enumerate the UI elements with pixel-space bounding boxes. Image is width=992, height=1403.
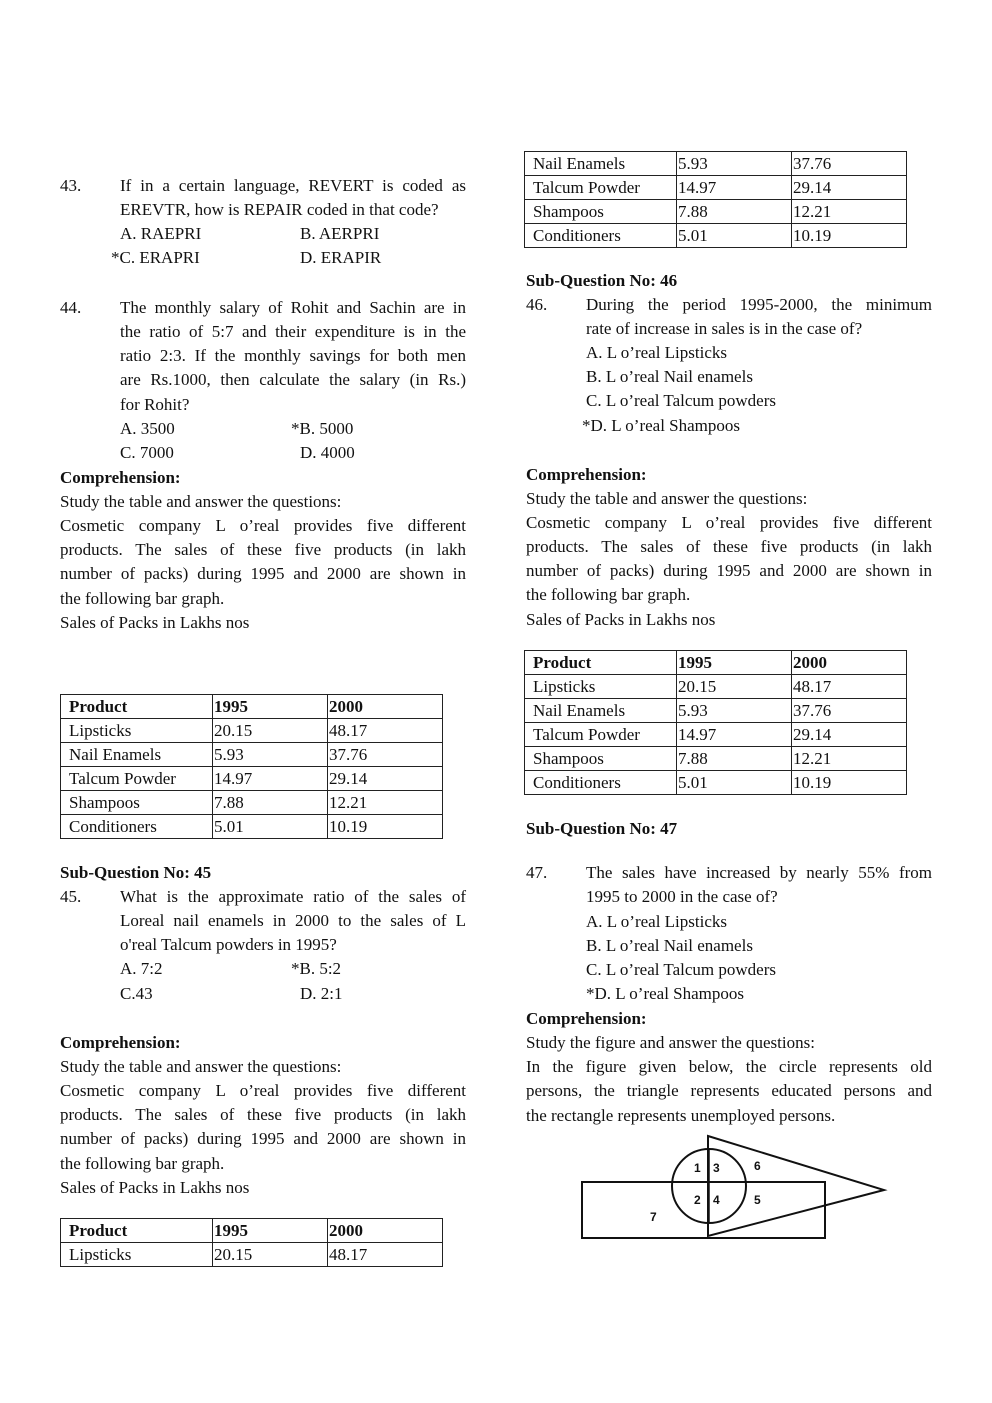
region-label-7: 7 bbox=[650, 1210, 657, 1224]
table-header-row bbox=[61, 1219, 443, 1243]
table-cell: 29.14 bbox=[792, 176, 907, 200]
table-header-1995: 1995 bbox=[213, 695, 328, 719]
q43-line-1: If in a certain language, REVERT is coded as bbox=[120, 176, 466, 195]
figure-comprehension-heading: Comprehension: bbox=[526, 1009, 647, 1028]
table-row bbox=[525, 675, 907, 699]
q47-line-2: 1995 to 2000 in the case of? bbox=[586, 887, 778, 906]
table-cell: 5.01 bbox=[677, 224, 792, 248]
q47-option-b: B. L o’real Nail enamels bbox=[586, 936, 753, 955]
region-label-2: 2 bbox=[694, 1193, 701, 1207]
table-row bbox=[61, 743, 443, 767]
region-label-5: 5 bbox=[754, 1193, 761, 1207]
comprehension-para-2: products. The sales of these five products (in lakh bbox=[60, 1105, 466, 1124]
table-cell: 20.15 bbox=[213, 719, 328, 743]
figure-comprehension-para-2: persons, the triangle represents educated persons and bbox=[526, 1081, 932, 1100]
q45-option-c: C.43 bbox=[120, 984, 153, 1003]
comprehension-para-1: Cosmetic company L o’real provides five different bbox=[60, 1081, 466, 1100]
table-cell: Nail Enamels bbox=[525, 699, 677, 723]
table-cell: 14.97 bbox=[677, 176, 792, 200]
table-cell: Talcum Powder bbox=[525, 723, 677, 747]
q45-option-a: A. 7:2 bbox=[120, 959, 163, 978]
table-cell: Nail Enamels bbox=[525, 152, 677, 176]
q43-number: 43. bbox=[60, 176, 82, 195]
q44-option-b: *B. 5000 bbox=[291, 419, 354, 438]
q46-option-d: *D. L o’real Shampoos bbox=[582, 416, 741, 435]
table-cell: Talcum Powder bbox=[61, 767, 213, 791]
table-row bbox=[525, 152, 907, 176]
comprehension-study: Study the table and answer the questions: bbox=[526, 489, 808, 508]
table-cell: 20.15 bbox=[677, 675, 792, 699]
table-row bbox=[525, 200, 907, 224]
table-cell: Lipsticks bbox=[61, 1243, 213, 1267]
table-cell: Conditioners bbox=[525, 771, 677, 795]
comprehension-heading: Comprehension: bbox=[60, 1033, 181, 1052]
q45-line-1: What is the approximate ratio of the sales of bbox=[120, 887, 466, 906]
table-header-row bbox=[525, 651, 907, 675]
table-row bbox=[525, 771, 907, 795]
comprehension-para-3: number of packs) during 1995 and 2000 are shown in bbox=[60, 1129, 466, 1148]
q46-line-1: During the period 1995-2000, the minimum bbox=[586, 295, 932, 314]
table-cell: Lipsticks bbox=[61, 719, 213, 743]
table-header-2000: 2000 bbox=[328, 1219, 443, 1243]
q47-subheading: Sub-Question No: 47 bbox=[526, 819, 678, 838]
q44-option-d: D. 4000 bbox=[300, 443, 355, 462]
q44-option-a: A. 3500 bbox=[120, 419, 175, 438]
table-cell: Nail Enamels bbox=[61, 743, 213, 767]
table-cell: 5.93 bbox=[677, 699, 792, 723]
table-cell: Lipsticks bbox=[525, 675, 677, 699]
q43-option-a: A. RAEPRI bbox=[120, 224, 202, 243]
table-cell: 48.17 bbox=[792, 675, 907, 699]
table-caption: Sales of Packs in Lakhs nos bbox=[60, 1178, 250, 1197]
comprehension-para-4: the following bar graph. bbox=[60, 589, 225, 608]
q44-option-c: C. 7000 bbox=[120, 443, 174, 462]
table-row bbox=[61, 815, 443, 839]
q46-subheading: Sub-Question No: 46 bbox=[526, 271, 678, 290]
triangle-shape bbox=[708, 1136, 884, 1236]
table-header-2000: 2000 bbox=[328, 695, 443, 719]
table-cell: 37.76 bbox=[792, 699, 907, 723]
q46-option-a: A. L o’real Lipsticks bbox=[586, 343, 727, 362]
table-cell: Shampoos bbox=[525, 200, 677, 224]
q45-number: 45. bbox=[60, 887, 82, 906]
sales-table bbox=[524, 650, 907, 795]
q43-option-b: B. AERPRI bbox=[300, 224, 380, 243]
table-cell: 12.21 bbox=[792, 200, 907, 224]
sales-table bbox=[60, 694, 443, 839]
q43-line-2: EREVTR, how is REPAIR coded in that code? bbox=[120, 200, 439, 219]
table-cell: 48.17 bbox=[328, 1243, 443, 1267]
q46-option-b: B. L o’real Nail enamels bbox=[586, 367, 753, 386]
table-cell: 10.19 bbox=[792, 771, 907, 795]
region-label-3: 3 bbox=[713, 1161, 720, 1175]
table-cell: Talcum Powder bbox=[525, 176, 677, 200]
table-cell: 5.01 bbox=[677, 771, 792, 795]
table-cell: 7.88 bbox=[677, 747, 792, 771]
q47-option-a: A. L o’real Lipsticks bbox=[586, 912, 727, 931]
table-row bbox=[61, 767, 443, 791]
comprehension-heading: Comprehension: bbox=[60, 468, 181, 487]
comprehension-para-3: number of packs) during 1995 and 2000 are shown in bbox=[60, 564, 466, 583]
figure-comprehension-para-1: In the figure given below, the circle represents old bbox=[526, 1057, 932, 1076]
q46-line-2: rate of increase in sales is in the case of? bbox=[586, 319, 863, 338]
venn-figure bbox=[578, 1132, 890, 1244]
table-row bbox=[525, 176, 907, 200]
q44-number: 44. bbox=[60, 298, 82, 317]
table-caption: Sales of Packs in Lakhs nos bbox=[60, 613, 250, 632]
sales-table-fragment bbox=[60, 1218, 460, 1268]
comprehension-study: Study the table and answer the questions: bbox=[60, 492, 342, 511]
comprehension-para-2: products. The sales of these five products (in lakh bbox=[60, 540, 466, 559]
q43-option-c: *C. ERAPRI bbox=[111, 248, 200, 267]
table-row bbox=[525, 723, 907, 747]
q47-line-1: The sales have increased by nearly 55% from bbox=[586, 863, 932, 882]
q45-line-3: o'real Talcum powders in 1995? bbox=[120, 935, 337, 954]
region-label-6: 6 bbox=[754, 1159, 761, 1173]
comprehension-study: Study the table and answer the questions: bbox=[60, 1057, 342, 1076]
q44-line-1: The monthly salary of Rohit and Sachin are in bbox=[120, 298, 466, 317]
q45-option-d: D. 2:1 bbox=[300, 984, 343, 1003]
table-cell: 14.97 bbox=[213, 767, 328, 791]
table-cell: 29.14 bbox=[792, 723, 907, 747]
region-label-1: 1 bbox=[694, 1161, 701, 1175]
comprehension-para-4: the following bar graph. bbox=[526, 585, 691, 604]
table-row bbox=[525, 699, 907, 723]
table-cell: 7.88 bbox=[213, 791, 328, 815]
table-cell: 14.97 bbox=[677, 723, 792, 747]
comprehension-para-1: Cosmetic company L o’real provides five different bbox=[60, 516, 466, 535]
q45-line-2: Loreal nail enamels in 2000 to the sales of L bbox=[120, 911, 466, 930]
comprehension-heading: Comprehension: bbox=[526, 465, 647, 484]
table-cell: 10.19 bbox=[328, 815, 443, 839]
table-cell: 37.76 bbox=[792, 152, 907, 176]
table-row bbox=[61, 719, 443, 743]
q47-option-d: *D. L o’real Shampoos bbox=[586, 984, 745, 1003]
sales-table-continued bbox=[524, 151, 907, 248]
table-row bbox=[525, 224, 907, 248]
table-header-product: Product bbox=[61, 1219, 213, 1243]
q44-line-4: are Rs.1000, then calculate the salary (in Rs.) bbox=[120, 370, 466, 389]
table-cell: 37.76 bbox=[328, 743, 443, 767]
table-cell: Shampoos bbox=[525, 747, 677, 771]
table-caption: Sales of Packs in Lakhs nos bbox=[526, 610, 716, 629]
table-cell: 5.01 bbox=[213, 815, 328, 839]
table-cell: Conditioners bbox=[525, 224, 677, 248]
table-row bbox=[525, 747, 907, 771]
q46-number: 46. bbox=[526, 295, 548, 314]
comprehension-para-2: products. The sales of these five products (in lakh bbox=[526, 537, 932, 556]
q45-subheading: Sub-Question No: 45 bbox=[60, 863, 212, 882]
rectangle-shape bbox=[582, 1182, 825, 1238]
q43-option-d: D. ERAPIR bbox=[300, 248, 382, 267]
table-header-product: Product bbox=[61, 695, 213, 719]
table-header-2000: 2000 bbox=[792, 651, 907, 675]
table-cell: 12.21 bbox=[792, 747, 907, 771]
table-cell: Conditioners bbox=[61, 815, 213, 839]
table-cell: 20.15 bbox=[213, 1243, 328, 1267]
table-cell: 48.17 bbox=[328, 719, 443, 743]
table-header-1995: 1995 bbox=[213, 1219, 328, 1243]
table-cell: 29.14 bbox=[328, 767, 443, 791]
table-cell: 5.93 bbox=[213, 743, 328, 767]
q47-option-c: C. L o’real Talcum powders bbox=[586, 960, 777, 979]
table-cell: 5.93 bbox=[677, 152, 792, 176]
sales-table bbox=[60, 1218, 443, 1267]
region-label-4: 4 bbox=[713, 1193, 720, 1207]
table-header-1995: 1995 bbox=[677, 651, 792, 675]
table-cell: Shampoos bbox=[61, 791, 213, 815]
q44-line-5: for Rohit? bbox=[120, 395, 190, 414]
table-row bbox=[61, 791, 443, 815]
figure-comprehension-para-3: the rectangle represents unemployed persons. bbox=[526, 1106, 836, 1125]
table-header-product: Product bbox=[525, 651, 677, 675]
q44-line-3: ratio 2:3. If the monthly savings for both men bbox=[120, 346, 466, 365]
table-header-row bbox=[61, 695, 443, 719]
comprehension-para-3: number of packs) during 1995 and 2000 are shown in bbox=[526, 561, 932, 580]
figure-comprehension-study: Study the figure and answer the questions: bbox=[526, 1033, 815, 1052]
q46-option-c: C. L o’real Talcum powders bbox=[586, 391, 777, 410]
table-cell: 7.88 bbox=[677, 200, 792, 224]
table-row bbox=[61, 1243, 443, 1267]
comprehension-para-1: Cosmetic company L o’real provides five different bbox=[526, 513, 932, 532]
table-cell: 12.21 bbox=[328, 791, 443, 815]
table-cell: 10.19 bbox=[792, 224, 907, 248]
q45-option-b: *B. 5:2 bbox=[291, 959, 342, 978]
q47-number: 47. bbox=[526, 863, 548, 882]
q44-line-2: the ratio of 5:7 and their expenditure is in the bbox=[120, 322, 466, 341]
comprehension-para-4: the following bar graph. bbox=[60, 1154, 225, 1173]
